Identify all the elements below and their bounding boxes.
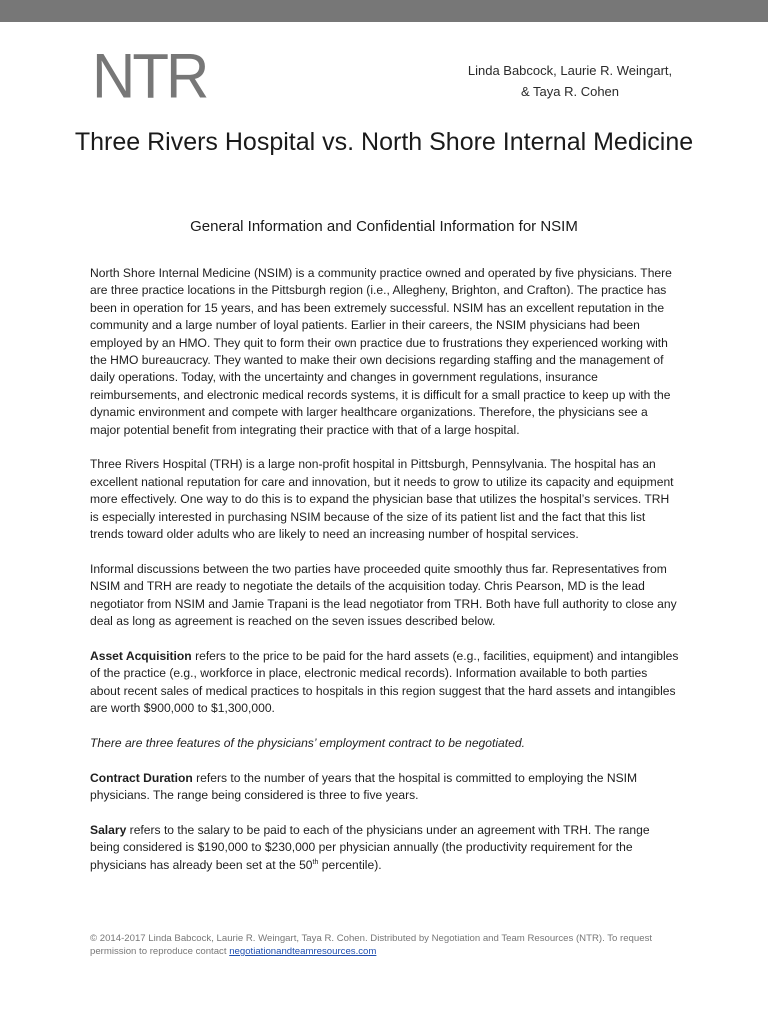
ntr-logo: NTR [92, 40, 207, 112]
document-body [90, 265, 680, 892]
contract-duration-text: refers to the number of years that the hospital is committed to employing the NSIM physicians. The range being considered is three to five years. [90, 770, 638, 803]
paragraph-asset-acquisition [90, 648, 680, 718]
document-subtitle: General Information and Confidential Information for NSIM [190, 218, 578, 235]
asset-acquisition-text: refers to the price to be paid for the hard assets (e.g., facilities, equipment) and intangibles of the practice (e.g., workforce in place, electronic medical records). Information available to both parties about recent sales of medical practices to hospitals in this region suggest that the hard assets and intangibles are worth $900,000 to $1,300,000. [90, 648, 679, 716]
authors-line-1: Linda Babcock, Laurie R. Weingart, [467, 63, 673, 78]
paragraph-trh: Three Rivers Hospital (TRH) is a large non-profit hospital in Pittsburgh, Pennsylvania. The hospital has an excellent national reputation for care and innovation, but it needs to grow to utilize its capacity and equipment more effectively. One way to do this is to expand the physician base that utilizes the hospital’s services. TRH is especially interested in purchasing NSIM because of the size of its patient list and the fact that this list trends toward older adults who are likely to need an increasing number of hospital services. [90, 457, 674, 542]
contract-features-text: There are three features of the physicians’ employment contract to be negotiated. [90, 735, 525, 750]
paragraph-salary [90, 822, 680, 874]
term-salary: Salary [90, 822, 127, 837]
top-bar [0, 0, 768, 22]
authors-line-2: & Taya R. Cohen [520, 84, 620, 99]
term-asset-acquisition: Asset Acquisition [90, 648, 192, 663]
salary-text: refers to the salary to be paid to each of the physicians under an agreement with TRH. The range being considered is $190,000 to $230,000 per physician annually (the productivity requirement for the physicians has already been set at the 50 [90, 822, 650, 872]
term-contract-duration: Contract Duration [90, 770, 193, 785]
authors [420, 60, 720, 102]
paragraph-discussions: Informal discussions between the two parties have proceeded quite smoothly thus far. Representatives from NSIM and TRH are ready to negotiate the details of the acquisition today. Chris Pearson, MD is the lead negotiator from NSIM and Jamie Trapani is the lead negotiator from TRH. Both have full authority to close any deal as long as agreement is reached on the seven issues described below. [90, 561, 677, 629]
paragraph-nsim: North Shore Internal Medicine (NSIM) is a community practice owned and operated by five physicians. There are three practice locations in the Pittsburgh region (i.e., Allegheny, Brighton, and Crafton). The practice has been in operation for 15 years, and has been extremely successful. NSIM has an excellent reputation in the community and a large number of loyal patients. Earlier in their careers, the NSIM physicians had been employed by an HMO. They quit to form their own practice due to frustrations they experienced working with the HMO bureaucracy. They wanted to make their own decisions regarding staffing and the management of daily operations. Today, with the uncertainty and changes in government regulations, insurance reimbursements, and electronic medical records systems, it is difficult for a small practice to keep up with the dynamic environment and compete with larger healthcare organizations. Therefore, the physicians see a major potential benefit from integrating their practice with that of a large hospital. [90, 266, 672, 437]
salary-text-end: percentile). [318, 857, 382, 872]
footer-copyright: © 2014-2017 Linda Babcock, Laurie R. Weingart, Taya R. Cohen. Distributed by Negotiation and Team Resources (NTR). To request permission to reproduce contact [90, 933, 653, 957]
paragraph-contract-features [90, 735, 680, 752]
paragraph-contract-duration [90, 770, 680, 805]
ordinal-suffix: th [312, 858, 319, 866]
footer [90, 932, 690, 958]
footer-contact-link[interactable]: negotiationandteamresources.com [229, 946, 377, 957]
document-title: Three Rivers Hospital vs. North Shore Internal Medicine [74, 128, 694, 156]
